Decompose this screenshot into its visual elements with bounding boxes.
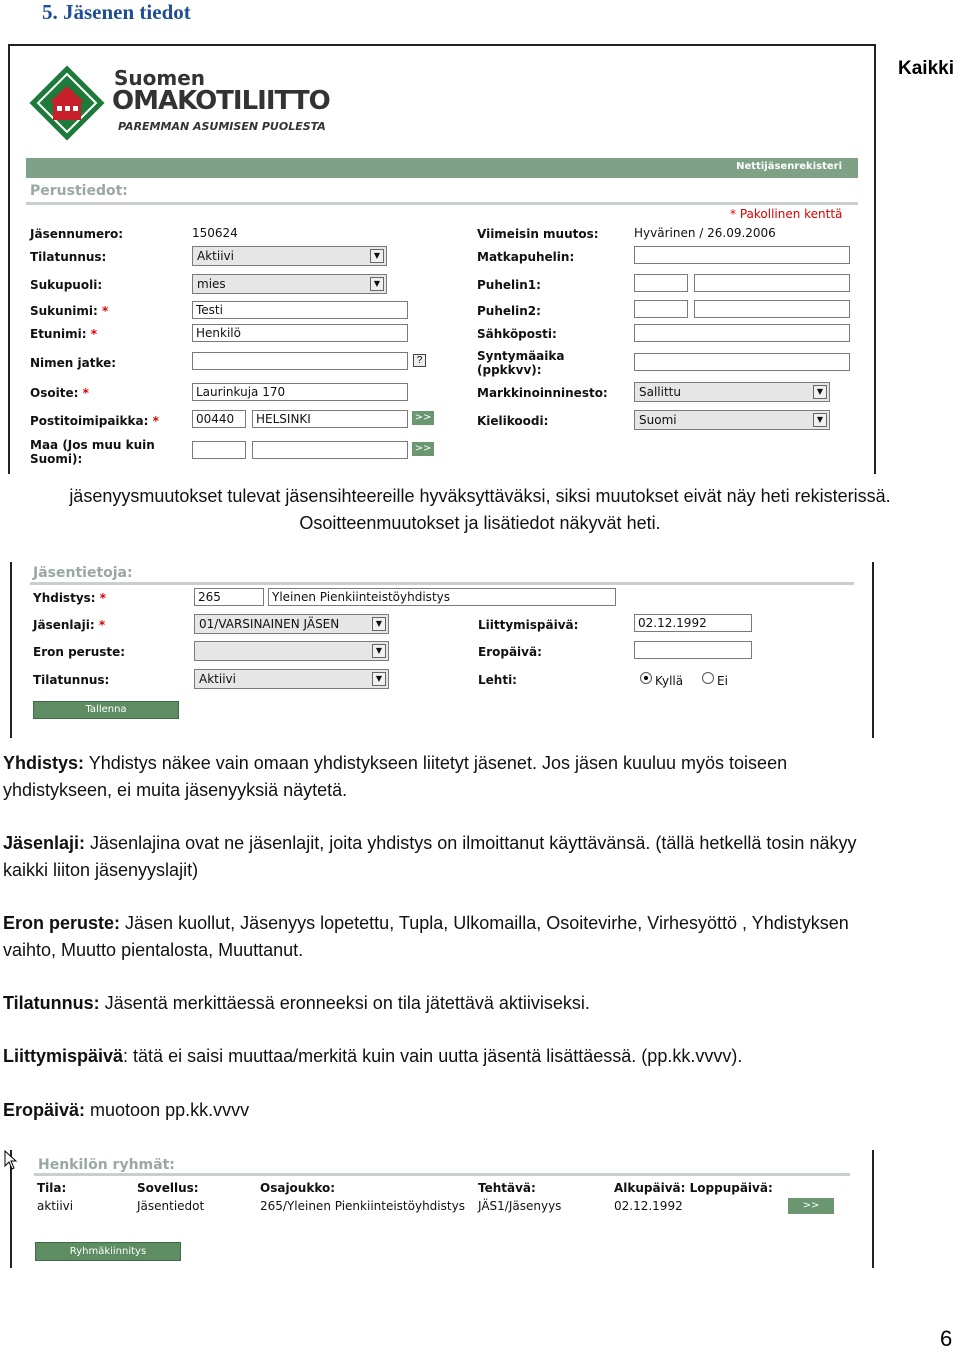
label-sukunimi: Sukunimi: * bbox=[30, 304, 109, 318]
note-liittymispaiva: Liittymispäivä: tätä ei saisi muuttaa/merkitä kuin vain uutta jäsentä lisättäessä. (pp.kk.vvvv). bbox=[3, 1046, 743, 1066]
mouse-cursor-icon bbox=[4, 1150, 18, 1170]
arrow-button-postitoimipaikka[interactable]: >> bbox=[412, 411, 434, 425]
note-jasenlaji: Jäsenlaji: Jäsenlajina ovat ne jäsenlajit, joita yhdistys on ilmoittanut käyttävänsä. (tällä hetkellä tosin näkyy bbox=[3, 833, 857, 853]
select-kielikoodi[interactable]: Suomi ▼ bbox=[634, 410, 830, 430]
label-markkinoinninesto: Markkinoinninesto: bbox=[477, 386, 608, 400]
input-yhdistys-code[interactable]: 265 bbox=[194, 588, 264, 606]
label-eropaiva: Eropäivä: bbox=[478, 645, 542, 659]
note-yhdistys-cont: yhdistykseen, ei muita jäsenyyksiä näytetä. bbox=[3, 780, 348, 800]
value-viimeisin: Hyvärinen / 26.09.2006 bbox=[634, 226, 776, 240]
label-matkapuhelin: Matkapuhelin: bbox=[477, 250, 575, 264]
col-header-sovellus: Sovellus: bbox=[137, 1181, 199, 1195]
logo-line2: OMAKOTILIITTO bbox=[112, 86, 330, 116]
section-divider bbox=[30, 582, 854, 585]
section-divider bbox=[34, 1173, 850, 1176]
input-nimen-jatke[interactable] bbox=[192, 352, 408, 370]
input-etunimi[interactable]: Henkilö bbox=[192, 324, 408, 342]
chevron-down-icon: ▼ bbox=[372, 617, 386, 631]
label-kielikoodi: Kielikoodi: bbox=[477, 414, 549, 428]
note-eron-peruste: Eron peruste: Jäsen kuollut, Jäsenyys lopetettu, Tupla, Ulkomailla, Osoitevirhe, Virhesyöttö , Yhdistyksen bbox=[3, 913, 849, 933]
group-assign-button[interactable]: Ryhmäkiinnitys bbox=[35, 1242, 181, 1261]
col-header-tila: Tila: bbox=[37, 1181, 67, 1195]
label-viimeisin: Viimeisin muutos: bbox=[477, 227, 599, 241]
label-jasenlaji: Jäsenlaji: * bbox=[33, 618, 106, 632]
arrow-button-group[interactable]: >> bbox=[788, 1198, 834, 1214]
chevron-down-icon: ▼ bbox=[372, 644, 386, 658]
input-puhelin1[interactable] bbox=[694, 274, 850, 292]
col-header-tehtava: Tehtävä: bbox=[478, 1181, 536, 1195]
note-paragraph-line1: jäsenyysmuutokset tulevat jäsensihteereille hyväksyttäväksi, siksi muutokset eivät näy heti rekisterissä. bbox=[69, 486, 891, 506]
section-title-basic: Perustiedot: bbox=[30, 183, 128, 199]
logo-house-icon bbox=[26, 62, 108, 144]
corner-label: Kaikki bbox=[898, 58, 954, 79]
label-yhdistys: Yhdistys: * bbox=[33, 591, 107, 605]
chevron-down-icon: ▼ bbox=[370, 249, 384, 263]
note-paragraph-line2: Osoitteenmuutokset ja lisätiedot näkyvät heti. bbox=[299, 513, 661, 533]
label-osoite: Osoite: * bbox=[30, 386, 89, 400]
label-sukupuoli: Sukupuoli: bbox=[30, 278, 103, 292]
tab-nettijasenrekisteri[interactable]: Nettijäsenrekisteri bbox=[736, 161, 842, 172]
input-puhelin2-prefix[interactable] bbox=[634, 300, 688, 318]
note-eropaiva: Eropäivä: muotoon pp.kk.vvvv bbox=[3, 1100, 250, 1120]
label-maa-2: Suomi): bbox=[30, 452, 83, 466]
tab-bar bbox=[26, 158, 858, 178]
logo-line1: Suomen bbox=[114, 66, 206, 90]
input-yhdistys-name[interactable]: Yleinen Pienkiinteistöyhdistys bbox=[268, 588, 616, 606]
label-etunimi: Etunimi: * bbox=[30, 327, 98, 341]
input-liittymispaiva[interactable]: 02.12.1992 bbox=[634, 614, 752, 632]
cell-sovellus: Jäsentiedot bbox=[137, 1199, 205, 1213]
cell-tehtava: JÄS1/Jäsenyys bbox=[478, 1199, 562, 1213]
select-tilatunnus[interactable]: Aktiivi ▼ bbox=[192, 246, 387, 266]
select-markkinoinninesto[interactable]: Sallittu ▼ bbox=[634, 382, 830, 402]
chevron-down-icon: ▼ bbox=[372, 672, 386, 686]
logo-tagline: PAREMMAN ASUMISEN PUOLESTA bbox=[118, 120, 326, 133]
input-osoite[interactable]: Laurinkuja 170 bbox=[192, 383, 408, 401]
label-tilatunnus: Tilatunnus: bbox=[30, 250, 107, 264]
section-heading: 5. Jäsenen tiedot bbox=[42, 0, 191, 24]
radio-lehti-ei[interactable] bbox=[702, 672, 714, 684]
select-sukupuoli[interactable]: mies ▼ bbox=[192, 274, 387, 294]
label-maa-1: Maa (Jos muu kuin bbox=[30, 438, 155, 452]
label-puhelin2: Puhelin2: bbox=[477, 304, 541, 318]
label-syntymaaika-1: Syntymäaika bbox=[477, 349, 565, 363]
cell-alkupaiva: 02.12.1992 bbox=[614, 1199, 683, 1213]
label-eron-peruste: Eron peruste: bbox=[33, 645, 126, 659]
label-nimen-jatke: Nimen jatke: bbox=[30, 356, 117, 370]
note-eron-peruste-cont: vaihto, Muutto pientalosta, Muuttanut. bbox=[3, 940, 304, 960]
select-jasenlaji[interactable]: 01/VARSINAINEN JÄSEN ▼ bbox=[194, 614, 389, 634]
input-eropaiva[interactable] bbox=[634, 641, 752, 659]
input-maa[interactable] bbox=[252, 441, 408, 459]
radio-lehti-kylla[interactable] bbox=[640, 672, 652, 684]
input-sukunimi[interactable]: Testi bbox=[192, 301, 408, 319]
radio-label-kylla: Kyllä bbox=[655, 674, 684, 688]
page-number: 6 bbox=[940, 1326, 953, 1351]
label-lehti: Lehti: bbox=[478, 673, 517, 687]
cell-osajoukko: 265/Yleinen Pienkiinteistöyhdistys bbox=[260, 1199, 465, 1213]
label-jasennumero: Jäsennumero: bbox=[30, 227, 124, 241]
cell-tila: aktiivi bbox=[37, 1199, 74, 1213]
arrow-button-maa[interactable]: >> bbox=[412, 442, 434, 456]
label-sahkoposti: Sähköposti: bbox=[477, 327, 557, 341]
label-puhelin1: Puhelin1: bbox=[477, 278, 541, 292]
help-icon[interactable]: ? bbox=[413, 354, 426, 367]
section-divider bbox=[26, 202, 858, 205]
chevron-down-icon: ▼ bbox=[370, 277, 384, 291]
section-title-membership: Jäsentietoja: bbox=[33, 565, 133, 581]
input-postitoimipaikka[interactable]: HELSINKI bbox=[252, 410, 408, 428]
input-postinumero[interactable]: 00440 bbox=[192, 410, 246, 428]
note-tilatunnus: Tilatunnus: Jäsentä merkittäessä eronneeksi on tila jätettävä aktiiviseksi. bbox=[3, 993, 590, 1013]
required-note: * Pakollinen kenttä bbox=[730, 207, 843, 221]
select-tilatunnus-2[interactable]: Aktiivi ▼ bbox=[194, 669, 389, 689]
note-yhdistys: Yhdistys: Yhdistys näkee vain omaan yhdistykseen liitetyt jäsenet. Jos jäsen kuuluu myös toiseen bbox=[3, 753, 788, 773]
input-maakoodi[interactable] bbox=[192, 441, 246, 459]
label-tilatunnus-2: Tilatunnus: bbox=[33, 673, 110, 687]
col-header-osajoukko: Osajoukko: bbox=[260, 1181, 336, 1195]
label-liittymispaiva: Liittymispäivä: bbox=[478, 618, 579, 632]
label-postitoimipaikka: Postitoimipaikka: * bbox=[30, 414, 159, 428]
chevron-down-icon: ▼ bbox=[813, 385, 827, 399]
input-puhelin2[interactable] bbox=[694, 300, 850, 318]
chevron-down-icon: ▼ bbox=[813, 413, 827, 427]
section-title-groups: Henkilön ryhmät: bbox=[38, 1157, 175, 1173]
select-eron-peruste[interactable] bbox=[194, 641, 389, 661]
input-sahkoposti[interactable] bbox=[634, 324, 850, 342]
input-puhelin1-prefix[interactable] bbox=[634, 274, 688, 292]
input-syntymaaika[interactable] bbox=[634, 353, 850, 371]
value-jasennumero: 150624 bbox=[192, 226, 238, 240]
radio-label-ei: Ei bbox=[717, 674, 728, 688]
col-header-paivat: Alkupäivä: Loppupäivä: bbox=[614, 1181, 773, 1195]
input-matkapuhelin[interactable] bbox=[634, 246, 850, 264]
label-syntymaaika-2: (ppkkvv): bbox=[477, 363, 542, 377]
note-jasenlaji-cont: kaikki liiton jäsenyyslajit) bbox=[3, 860, 199, 880]
save-button[interactable]: Tallenna bbox=[33, 701, 179, 719]
